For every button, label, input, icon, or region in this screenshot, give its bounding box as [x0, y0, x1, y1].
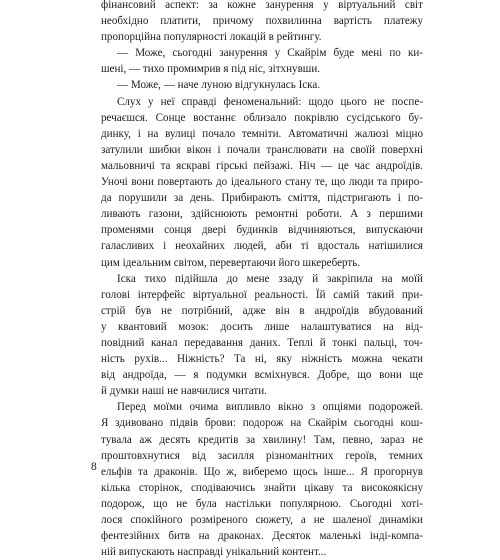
text-line: фінансовий аспект: за кожне занурення у віртуальний світ	[101, 0, 423, 11]
text-line: голові інтерфейс віртуальної реальності. Їй самій такий при-	[101, 288, 423, 301]
text-line: затулили шибки вікон і почали транслювати на своїй поверхні	[101, 143, 423, 156]
text-line: Я здивовано підвів брови: подорож на Скайрім сьогодні кош-	[101, 417, 423, 430]
text-line: подорож, що не була настільки популярною. Сьогодні хоті-	[101, 497, 423, 510]
text-line: проштовхнутися від засилля різноманітних героїв, темних	[101, 449, 423, 462]
text-line: цим ідеальним світом, перевертаючи його шкереберть.	[101, 256, 361, 269]
text-line: ність рухів... Ніжність? Та ні, яку ніжність можна чекати	[101, 353, 423, 366]
text-line: речаєшся. Сонце востаннє облизало покрівлю сусідського бу-	[101, 111, 423, 124]
text-line: Слух у неї справді феноменальний: щодо цього не поспе-	[117, 95, 423, 108]
text-line: Іска тихо підійшла до мене ззаду й закріпила на моїй	[117, 272, 423, 285]
text-line: шені, — тихо промимрив я під ніс, зітхнувши.	[101, 63, 321, 76]
text-line: тувала аж десять кредитів за хвилину! Там, певно, зараз не	[101, 433, 423, 446]
text-line: лося спокійного розміреного сюжету, а не шаленої динаміки	[101, 514, 423, 526]
text-line: динку, і на вулиці почало темніти. Автоматичні жалюзі міцно	[101, 127, 423, 140]
text-line: необхідно платити, причому похвилинна вартість платежу	[101, 15, 423, 28]
text-line: ельфів та драконів. Що ж, виберемо щось інше... Я прогорнув	[101, 465, 423, 478]
text-line: — Може, сьогодні занурення у Скайрім буде мені по ки-	[117, 47, 423, 60]
text-line: мальовничі та яскраві гірські пейзажі. Ніч — це час андроїдів.	[101, 159, 423, 172]
text-line: пропорційна популярності локацій в рейтингу.	[101, 31, 322, 44]
text-line: ній випускають насправді унікальний контент...	[101, 546, 327, 559]
page-number: 8	[91, 461, 97, 473]
text-line: від андроїда, — я подумки всміхнувся. Добре, що вони ще	[101, 369, 423, 382]
text-line: фентезійних битв на драконах. Десяток маленькі інді-компа-	[101, 530, 423, 543]
text-line: повідний канал передавання даних. Теплі й тонкі пальці, точ-	[101, 336, 423, 349]
text-line: ливають газони, здійснюють ремонтні роботи. А з першими	[101, 208, 423, 221]
body-text	[101, 0, 423, 560]
text-line: да порушили за день. Прибирають сміття, підстригають і по-	[101, 192, 423, 205]
text-line: галасливих і неохайних людей, аби ті вдосталь натішилися	[101, 240, 423, 253]
text-line: кілька сторінок, сподіваючись знайти цікаву та високоякісну	[101, 481, 423, 494]
text-line: — Може, — наче луною відгукнулась Іска.	[117, 79, 321, 92]
text-line: у квантовий мозок: досить лише налаштуватися на від-	[101, 320, 423, 333]
text-line: Уночі вони повертають до ідеального стану те, що люди та приро-	[101, 176, 423, 189]
text-line: променями сонця двері будинків відчиняються, випускаючи	[101, 224, 423, 237]
text-line: й думки наші не навчилися читати.	[101, 385, 267, 398]
text-line: стрій був не потрібний, адже він в андроїдів вбудований	[101, 304, 423, 317]
text-line: Перед моїми очима випливло вікно з опціями подорожей.	[117, 401, 423, 414]
